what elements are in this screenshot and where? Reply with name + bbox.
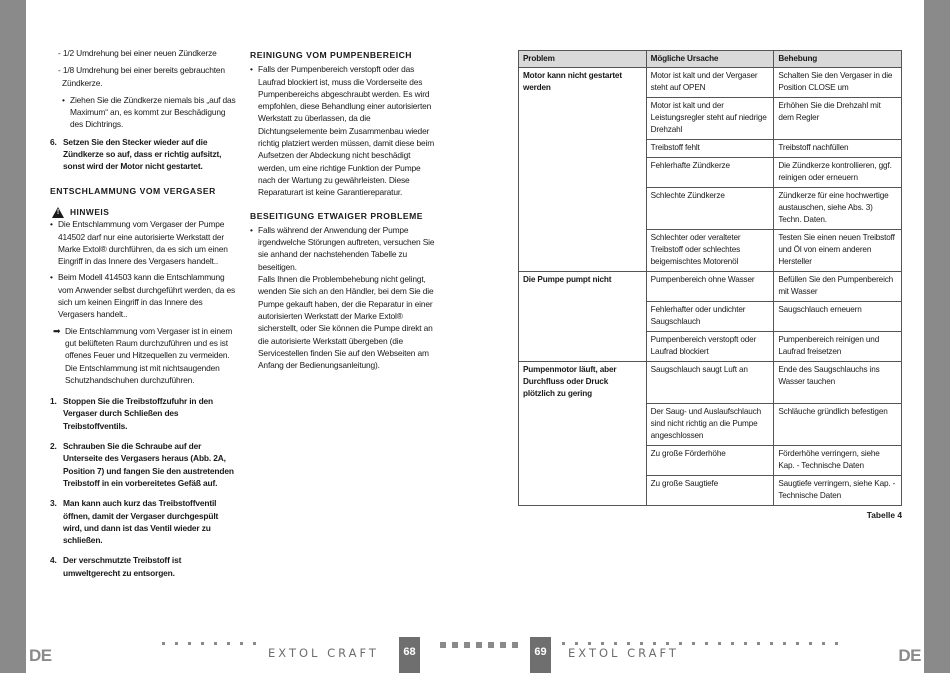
cell-cause: Schlechte Zündkerze <box>646 188 774 230</box>
cell-cause: Treibstoff fehlt <box>646 140 774 158</box>
table-row <box>519 403 902 445</box>
heading-carburetor-drain: ENTSCHLAMMUNG VOM VERGASER <box>50 185 216 196</box>
cell-cause: Der Saug- und Auslaufschlauch sind nicht richtig an die Pumpe angeschlossen <box>646 403 774 445</box>
cell-problem <box>519 302 647 332</box>
cell-cause: Pumpenbereich ohne Wasser <box>646 272 774 302</box>
cell-problem: Pumpenmotor läuft, aber Durchfluss oder Druck plötzlich zu gering <box>519 362 647 404</box>
table-row <box>519 362 902 404</box>
drain-step-4 <box>50 554 236 579</box>
brand-logo-left: EXTOL CRAFT <box>268 646 379 660</box>
cell-cause: Zu große Saugtiefe <box>646 475 774 505</box>
drain-step-3 <box>50 497 236 546</box>
header-problem: Problem <box>519 51 647 68</box>
cell-fix: Schalten Sie den Vergaser in die Position CLOSE um <box>774 68 902 98</box>
pump-cleaning-text: • Falls der Pumpenbereich verstopft oder das Laufrad blockiert ist, muss die Vorderseite des Pumpenbereichs abgeschraubt werden. Es wird empfohlen, diese Behandlung einer autorisierten Werkstatt zu überlassen, da die Dichtungselemente beim Zusammenbau wieder richtig platziert werden müssen, damit diese beim Aufsetzen der Abdeckung nicht beschädigt werden, um eine richtige Funktion der Pumpe nach der Wartung zu gewährleisten. Diese Reparaturart ist keine Garantiereparatur. <box>250 63 436 198</box>
drain-step-1-number: 1. <box>50 396 57 407</box>
troubleshooting-table <box>518 50 902 506</box>
drain-step-3-number: 3. <box>50 498 57 509</box>
troubleshooting-text-1: • Falls während der Anwendung der Pumpe irgendwelche Störungen auftreten, versuchen Sie sie anhand der nachstehenden Tabelle zu beseitigen. <box>250 224 436 273</box>
table-header-row <box>519 51 902 68</box>
cell-cause: Pumpenbereich verstopft oder Laufrad blockiert <box>646 332 774 362</box>
warning-triangle-icon: ! <box>52 207 64 218</box>
table-row <box>519 272 902 302</box>
page-68 <box>26 0 475 628</box>
table-row <box>519 302 902 332</box>
cell-fix: Die Zündkerze kontrollieren, ggf. reinigen oder erneuern <box>774 158 902 188</box>
header-cause: Mögliche Ursache <box>646 51 774 68</box>
drain-safety-note <box>50 325 236 386</box>
cell-problem <box>519 403 647 445</box>
page-number-69: 69 <box>530 637 551 673</box>
drain-step-2 <box>50 440 236 489</box>
language-code-left: DE <box>29 646 52 665</box>
drain-step-4-text: Der verschmutzte Treibstoff ist umweltgerecht zu entsorgen. <box>63 555 182 578</box>
cell-problem <box>519 475 647 505</box>
troubleshooting-text-2: Falls Ihnen die Problembehebung nicht gelingt, wenden Sie sich an den Händler, bei dem Sie die Pumpe gekauft haben, der die Reparatur in einer autorisierten Werkstatt der Marke Extol® sicherstellt, oder Sie können die Pumpe direkt an die autorisierte Werkstatt übergeben (die Servicestellen finden Sie auf den Webseiten am Anfang der Bedienungsanleitung). <box>258 274 434 371</box>
page-69 <box>475 0 924 628</box>
drain-step-1-text: Stoppen Sie die Treibstoffzufuhr in den Vergaser durch Schließen des Treibstoffventils. <box>63 396 214 431</box>
cell-fix: Erhöhen Sie die Drehzahl mit dem Regler <box>774 98 902 140</box>
warning-note <box>52 206 236 218</box>
heading-pump-cleaning: REINIGUNG VOM PUMPENBEREICH <box>250 50 412 60</box>
right-edge-strip <box>924 0 950 673</box>
cell-problem <box>519 230 647 272</box>
cell-fix: Zündkerze für eine hochwertige austauschen, siehe Abs. 3) Techn. Daten. <box>774 188 902 230</box>
cell-problem <box>519 445 647 475</box>
step-6-number: 6. <box>50 136 57 147</box>
warning-label: HINWEIS <box>70 206 110 217</box>
cell-fix: Saugschlauch erneuern <box>774 302 902 332</box>
cell-fix: Testen Sie einen neuen Treibstoff und Öl von einem anderen Hersteller <box>774 230 902 272</box>
cell-problem <box>519 98 647 140</box>
drain-step-3-text: Man kann auch kurz das Treibstoffventil öffnen, damit der Vergaser durchgespült wird, und dann ist das Ventil wieder zu schließen. <box>63 498 219 546</box>
cell-fix: Ende des Saugschlauchs ins Wasser tauchen <box>774 362 902 404</box>
arrow-right-icon: ➡ <box>53 325 61 336</box>
drain-step-1 <box>50 395 236 432</box>
drain-step-4-number: 4. <box>50 555 57 566</box>
cell-fix: Förderhöhe verringern, siehe Kap. - Technische Daten <box>774 445 902 475</box>
cell-problem <box>519 140 647 158</box>
cell-problem: Die Pumpe pumpt nicht <box>519 272 647 302</box>
heading-troubleshooting: BESEITIGUNG ETWAIGER PROBLEME <box>250 210 424 221</box>
table-row <box>519 188 902 230</box>
cell-cause: Motor ist kalt und der Vergaser steht auf OPEN <box>646 68 774 98</box>
cell-problem: Motor kann nicht gestartet werden <box>519 68 647 98</box>
drain-bullet-1: • Die Entschlammung vom Vergaser der Pumpe 414502 darf nur eine autorisierte Werkstatt der Marke Extol® durchführen, da es sich um einen Eingriff in das Innere des Vergasers handelt.. <box>50 218 236 267</box>
header-fix: Behebung <box>774 51 902 68</box>
left-edge-strip <box>0 0 26 673</box>
cell-fix: Pumpenbereich reinigen und Laufrad freisetzen <box>774 332 902 362</box>
table-row <box>519 230 902 272</box>
language-code-right: DE <box>898 646 921 665</box>
cell-fix: Treibstoff nachfüllen <box>774 140 902 158</box>
torque-line-new: - 1/2 Umdrehung bei einer neuen Zündkerze <box>58 48 217 58</box>
cell-cause: Saugschlauch saugt Luft an <box>646 362 774 404</box>
cell-cause: Fehlerhafter oder undichter Saugschlauch <box>646 302 774 332</box>
footer-dots-center <box>440 642 518 646</box>
cell-fix: Saugtiefe verringern, siehe Kap. - Technische Daten <box>774 475 902 505</box>
cell-problem <box>519 158 647 188</box>
cell-cause: Motor ist kalt und der Leistungsregler steht auf niedrige Drehzahl <box>646 98 774 140</box>
cell-fix: Schläuche gründlich befestigen <box>774 403 902 445</box>
spark-plug-bullet: • Ziehen Sie die Zündkerze niemals bis „auf das Maximum“ an, es kommt zur Beschädigung des Dichtrings. <box>50 94 236 131</box>
troubleshooting-table-wrap <box>518 50 902 520</box>
step-6-text: Setzen Sie den Stecker wieder auf die Zündkerze so auf, dass er richtig aufsitzt, sonst wird der Motor nicht gestartet. <box>63 136 222 172</box>
cell-problem <box>519 332 647 362</box>
left-column-b <box>250 47 436 371</box>
cell-cause: Fehlerhafte Zündkerze <box>646 158 774 188</box>
torque-line-used: - 1/8 Umdrehung bei einer bereits gebrauchten Zündkerze. <box>58 65 225 88</box>
table-row <box>519 68 902 98</box>
table-row <box>519 158 902 188</box>
brand-logo-right: EXTOL CRAFT <box>568 646 679 660</box>
cell-fix: Befüllen Sie den Pumpenbereich mit Wasser <box>774 272 902 302</box>
cell-problem <box>519 188 647 230</box>
drain-step-2-text: Schrauben Sie die Schraube auf der Unterseite des Vergasers heraus (Abb. 2A, Position 7) und fangen Sie den austretenden Treibstoff in ein vorbereitetes Gefäß auf. <box>63 441 234 488</box>
table-caption: Tabelle 4 <box>866 509 902 520</box>
page-number-68: 68 <box>399 637 420 673</box>
table-row <box>519 445 902 475</box>
cell-cause: Schlechter oder veralteter Treibstoff oder schlechtes beigemischtes Motorenöl <box>646 230 774 272</box>
table-row <box>519 98 902 140</box>
footer-dots-left <box>162 642 256 646</box>
table-row <box>519 140 902 158</box>
table-body <box>519 68 902 506</box>
table-row <box>519 332 902 362</box>
drain-bullet-2: • Beim Modell 414503 kann die Entschlammung vom Anwender selbst durchgeführt werden, da es sich um keinen Eingriff in das Innere des Vergasers handelt.. <box>50 271 236 320</box>
left-column-a <box>50 47 236 579</box>
cell-cause: Zu große Förderhöhe <box>646 445 774 475</box>
step-6 <box>50 136 236 173</box>
drain-step-2-number: 2. <box>50 441 57 452</box>
drain-safety-text: Die Entschlammung vom Vergaser ist in einem gut belüfteten Raum durchzuführen und es ist offenes Feuer und Hitzequellen zu vermeiden. Die Entschlammung ist mit nichtsaugenden Schutzhandschuhen durchzuführen. <box>65 325 233 385</box>
table-row <box>519 475 902 505</box>
